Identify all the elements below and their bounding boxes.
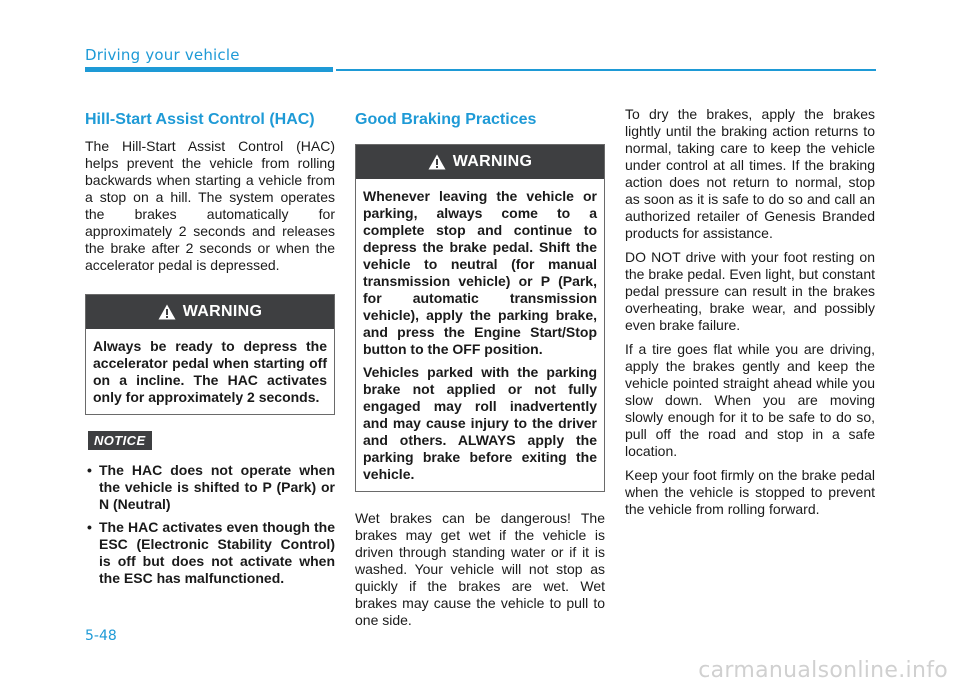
column-hac — [85, 110, 335, 593]
hac-notice-list — [85, 462, 335, 587]
hac-warning-header — [86, 295, 334, 329]
section-title: Driving your vehicle — [85, 46, 240, 64]
hac-body: The Hill-Start Assist Control (HAC) helps prevent the vehicle from rolling backwards when starting a vehicle from a stop on a hill. The system operates the brakes automatically for approximately 2 seconds and releases the brake after 2 seconds or when the accelerator pedal is depressed. — [85, 138, 335, 273]
hac-heading: Hill-Start Assist Control (HAC) — [85, 111, 315, 128]
wet-brakes-paragraph: Wet brakes can be dangerous! The brakes may get wet if the vehicle is driven through standing water or if it is washed. Your vehicle will not stop as quickly if the brakes are wet. Wet brakes may cause the vehicle to pull to one side. — [355, 510, 605, 628]
braking-warning-paragraph-2: Vehicles parked with the parking brake not applied or not fully engaged may roll inadvertently and may cause injury to the driver and others. ALWAYS apply the parking brake before exiting the vehicle. — [363, 364, 597, 482]
braking-warning-text — [356, 179, 604, 491]
hac-warning-label: WARNING — [182, 303, 263, 320]
foot-firmly-paragraph: Keep your foot firmly on the brake pedal when the vehicle is stopped to prevent the vehicle from rolling forward. — [625, 467, 875, 517]
column-braking — [355, 110, 605, 636]
watermark: carmanualsonline.info — [698, 658, 948, 683]
braking-warning-label: WARNING — [452, 153, 533, 170]
header-rule-thin — [336, 69, 876, 71]
flat-tire-paragraph: If a tire goes flat while you are driving, apply the brakes gently and keep the vehicle pointed straight ahead while you slow down. When you are moving slowly enough for it to be safe to do so, pull off the road and stop in a safe location. — [625, 341, 875, 459]
braking-warning-header — [356, 145, 604, 179]
list-item: • The HAC activates even though the ESC (Electronic Stability Control) is off but does not activate when the ESC has malfunctioned. — [87, 519, 335, 586]
braking-warning-box — [355, 144, 605, 492]
braking-warning-paragraph-1: Whenever leaving the vehicle or parking, always come to a complete stop and continue to depress the brake pedal. Shift the vehicle to neutral (for manual transmission vehicle) or P (Park, for automatic transmission vehicle), apply the parking brake, and press the Engine Start/Stop button to the OFF position. — [363, 188, 597, 357]
hac-warning-box — [85, 294, 335, 415]
braking-heading: Good Braking Practices — [355, 111, 537, 128]
page-number: 5-48 — [85, 628, 117, 644]
foot-resting-paragraph: DO NOT drive with your foot resting on the brake pedal. Even light, but constant pedal pressure can result in the brakes overheating, brake wear, and possibly even brake failure. — [625, 249, 875, 333]
hac-warning-text — [86, 329, 334, 414]
warning-triangle-icon — [428, 154, 446, 170]
notice-bullet-2: The HAC activates even though the ESC (Electronic Stability Control) is off but does not activate when the ESC has malfunctioned. — [99, 519, 335, 586]
header-rule-thick — [85, 67, 333, 72]
list-item: • The HAC does not operate when the vehicle is shifted to P (Park) or N (Neutral) — [87, 462, 335, 512]
hac-warning-paragraph: Always be ready to depress the accelerator pedal when starting off on a incline. The HAC activates only for approximately 2 seconds. — [93, 338, 327, 405]
warning-triangle-icon — [158, 304, 176, 320]
dry-brakes-paragraph: To dry the brakes, apply the brakes lightly until the braking action returns to normal, taking care to keep the vehicle under control at all times. If the braking action does not return to normal, stop as soon as it is safe to do so and call an authorized retailer of Genesis Branded products for assistance. — [625, 106, 875, 241]
notice-label: NOTICE — [88, 431, 152, 450]
notice-bullet-1: The HAC does not operate when the vehicle is shifted to P (Park) or N (Neutral) — [99, 462, 335, 512]
column-braking-continued — [625, 106, 875, 525]
